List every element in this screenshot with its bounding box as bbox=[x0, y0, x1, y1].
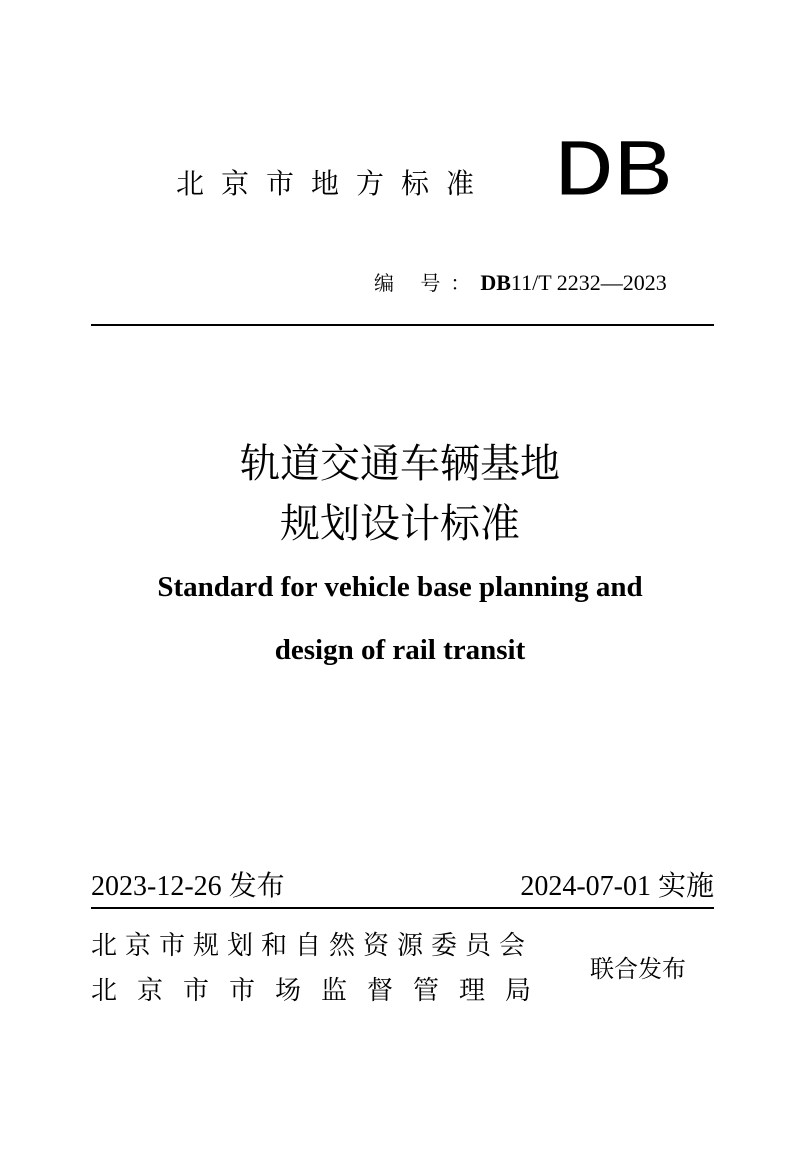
standard-number-label: 编 号： bbox=[374, 271, 481, 295]
top-divider bbox=[91, 324, 714, 326]
title-cn-line1: 轨道交通车辆基地 bbox=[240, 441, 560, 487]
standard-number bbox=[374, 268, 667, 298]
joint-release-label: 联合发布 bbox=[590, 955, 686, 983]
implementation-date: 2024-07-01 实施 bbox=[520, 871, 714, 902]
bottom-divider bbox=[91, 907, 714, 909]
issuer-line1: 北京市规划和自然资源委员会 bbox=[91, 931, 534, 961]
standard-number-prefix: DB bbox=[480, 270, 511, 295]
db-logo bbox=[546, 132, 682, 204]
title-cn-line2: 规划设计标准 bbox=[280, 501, 520, 547]
issue-date: 2023-12-26 发布 bbox=[91, 871, 285, 902]
title-en-line1: Standard for vehicle base planning and bbox=[157, 571, 643, 603]
db-logo-text: DB bbox=[554, 132, 674, 204]
title-en-line2: design of rail transit bbox=[274, 634, 526, 666]
header-title: 北京市地方标准 bbox=[176, 167, 492, 200]
standard-number-code: 11/T 2232—2023 bbox=[510, 270, 667, 295]
issuer-line2: 北京市市场监督管理局 bbox=[91, 976, 552, 1006]
